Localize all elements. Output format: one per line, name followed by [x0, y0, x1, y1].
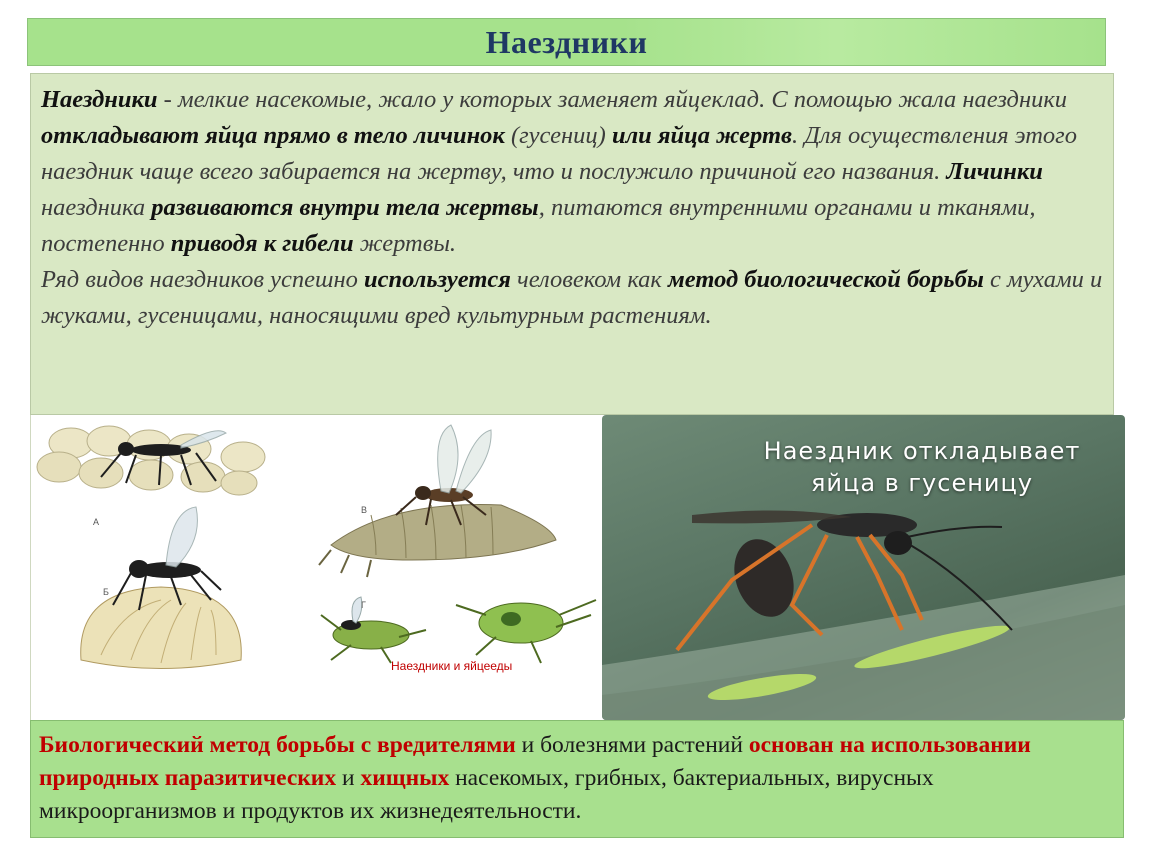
photo-caption-line-2: яйца в гусеницу	[810, 469, 1034, 497]
emphasis-text: приводя к гибели	[170, 230, 354, 257]
emphasis-text: Биологический метод борьбы с вредителями	[39, 732, 516, 758]
body-text: . Для осуществления этого наездник чаще всего забирается на жертву, что и послужило причиной его названия.	[41, 122, 1077, 185]
description-paragraph-1	[41, 82, 1103, 262]
description-panel	[30, 73, 1114, 415]
figure-label-a: А	[93, 517, 100, 527]
emphasis-text: развиваются внутри тела жертвы	[151, 194, 539, 221]
figure-g-aphids	[321, 597, 596, 673]
figure-label-g: Г	[361, 600, 366, 610]
body-text: и	[336, 765, 361, 791]
body-text: - мелкие насекомые, жало у которых заменяет яйцеклад. С помощью жала наездники	[157, 86, 1068, 113]
body-text: жертвы.	[353, 230, 457, 257]
emphasis-text: Личинки	[946, 158, 1043, 185]
figure-label-b: Б	[103, 587, 109, 597]
page-title: Наездники	[485, 23, 648, 60]
illustration-parasitoids	[30, 415, 603, 720]
emphasis-text: Наездники	[41, 86, 158, 113]
body-text: и болезнями растений	[515, 732, 749, 758]
body-text: наездника	[41, 194, 152, 221]
figure-a-eggs	[37, 426, 265, 527]
photo-caption-line-1: Наездник откладывает	[763, 437, 1081, 465]
body-text: , питаются внутренними органами и тканями, постепенно	[41, 194, 1036, 257]
body-text: (гусениц)	[504, 122, 612, 149]
photo-caption	[722, 435, 1122, 499]
figure-v-larva	[319, 425, 556, 577]
figure-label-v: В	[361, 505, 368, 515]
body-text: насекомых, грибных, бактериальных, вирусных микроорганизмов и продуктов их жизнедеятельности.	[39, 765, 934, 824]
body-text: с мухами и жуками, гусеницами, наносящими вред культурным растениям.	[41, 266, 1103, 329]
emphasis-text: метод биологической борьбы	[668, 266, 984, 293]
photo-wasp-caterpillar	[602, 415, 1125, 720]
emphasis-text: откладывают яйца прямо в тело личинок	[41, 122, 505, 149]
emphasis-text: основан на использовании природных паразитических	[39, 732, 1031, 791]
emphasis-text: хищных	[360, 765, 450, 791]
parasitoid-illustration	[31, 415, 603, 720]
description-paragraph-2	[41, 262, 1103, 334]
emphasis-text: используется	[363, 266, 511, 293]
emphasis-text: или яйца жертв	[611, 122, 792, 149]
conclusion-paragraph	[39, 729, 1115, 828]
body-text: Ряд видов наездников успешно	[41, 266, 364, 293]
conclusion-panel	[30, 720, 1124, 838]
figure-caption: Наездники и яйцееды	[391, 659, 513, 673]
title-bar	[27, 18, 1106, 66]
body-text: человеком как	[510, 266, 668, 293]
figure-b-egg	[81, 507, 242, 669]
